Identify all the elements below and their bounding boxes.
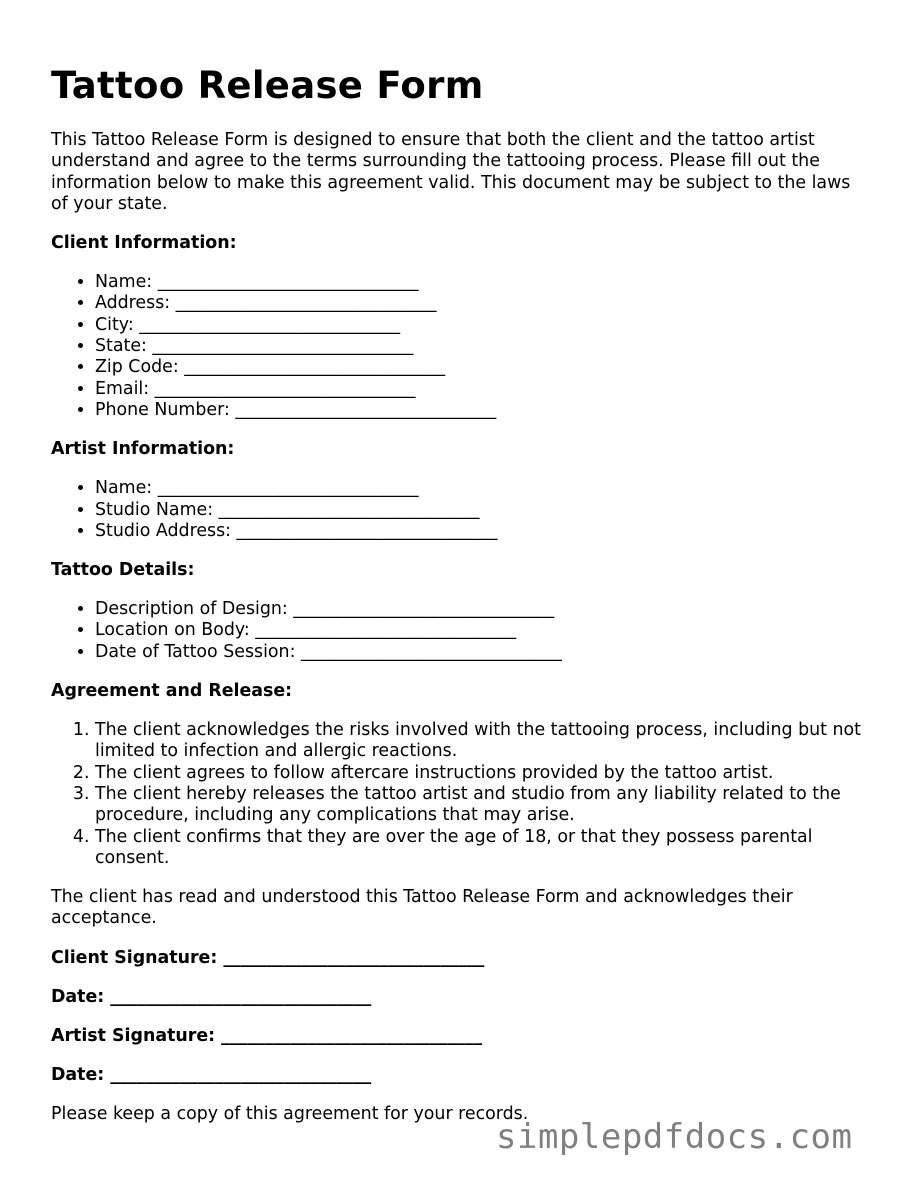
client-date-line: Date: ______________________________ <box>51 986 372 1007</box>
artist-name-field: • Name: ______________________________ <box>95 478 871 499</box>
client-address-field: • Address: ______________________________ <box>95 293 871 314</box>
client-signature-line: Client Signature: ______________________________ <box>51 947 485 968</box>
design-description-field: • Description of Design: ______________________________ <box>95 599 871 620</box>
artist-section-heading: Artist Information: <box>51 439 235 460</box>
agreement-item-age: 4. The client confirms that they are over the age of 18, or that they possess parental consent. <box>95 827 871 870</box>
tattoo-section-heading: Tattoo Details: <box>51 560 195 581</box>
client-state-field: • State: ______________________________ <box>95 336 871 357</box>
client-info-list <box>51 272 871 421</box>
agreement-item-risks: 1. The client acknowledges the risks involved with the tattooing process, including but not limited to infection and allergic reactions. <box>95 720 871 763</box>
client-zip-field: • Zip Code: ______________________________ <box>95 357 871 378</box>
client-section-heading: Client Information: <box>51 233 237 254</box>
tattoo-details-list <box>51 599 871 663</box>
studio-address-field: • Studio Address: ______________________________ <box>95 521 871 542</box>
body-location-field: • Location on Body: ______________________________ <box>95 620 871 641</box>
client-city-field: • City: ______________________________ <box>95 315 871 336</box>
intro-paragraph: This Tattoo Release Form is designed to ensure that both the client and the tattoo artist understand and agree to the terms surrounding the tattooing process. Please fill out the information below to make this agreement valid. This document may be subject to the laws of your state. <box>51 130 851 214</box>
client-phone-field: • Phone Number: ______________________________ <box>95 400 871 421</box>
client-name-field: • Name: ______________________________ <box>95 272 871 293</box>
page-title: Tattoo Release Form <box>51 64 484 107</box>
watermark: simplepdfdocs.com <box>496 1117 853 1157</box>
agreement-section-heading: Agreement and Release: <box>51 681 293 702</box>
agreement-item-liability: 3. The client hereby releases the tattoo artist and studio from any liability related to the procedure, including any complications that may arise. <box>95 784 871 827</box>
artist-info-list <box>51 478 871 542</box>
closing-paragraph: The client has read and understood this Tattoo Release Form and acknowledges their acceptance. <box>51 887 793 929</box>
document-page <box>51 62 871 1125</box>
artist-date-line: Date: ______________________________ <box>51 1064 372 1085</box>
session-date-field: • Date of Tattoo Session: ______________________________ <box>95 642 871 663</box>
client-email-field: • Email: ______________________________ <box>95 379 871 400</box>
studio-name-field: • Studio Name: ______________________________ <box>95 500 871 521</box>
agreement-item-aftercare: 2. The client agrees to follow aftercare instructions provided by the tattoo artist. <box>95 763 871 784</box>
artist-signature-line: Artist Signature: ______________________________ <box>51 1025 483 1046</box>
agreement-list <box>51 720 871 869</box>
footer-note: Please keep a copy of this agreement for your records. <box>51 1103 529 1124</box>
